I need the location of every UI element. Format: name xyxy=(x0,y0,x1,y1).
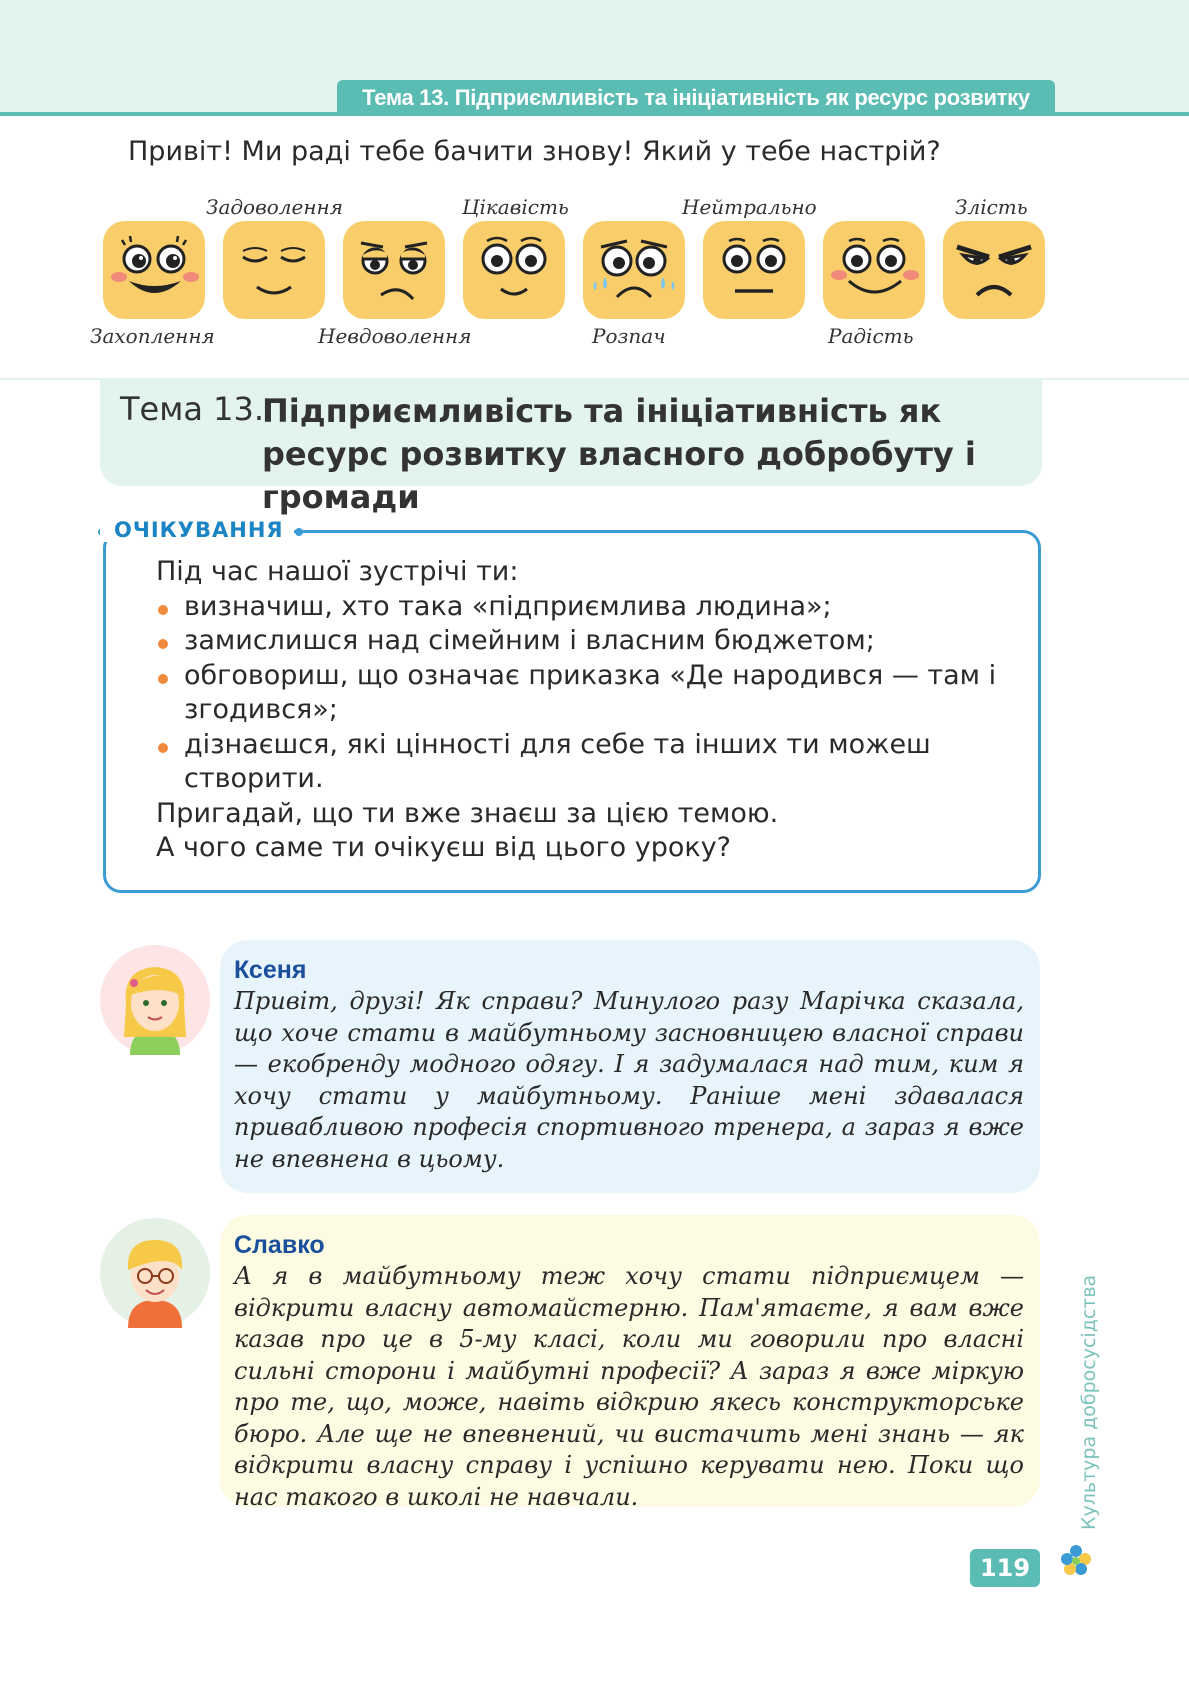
expectation-item: обговориш, що означає приказка «Де народився — там і згодився»; xyxy=(156,659,1026,728)
ksenia-speech-bubble xyxy=(220,940,1040,1193)
slavko-avatar xyxy=(100,1218,210,1328)
page-number: 119 xyxy=(970,1549,1040,1587)
curiosity-face-icon xyxy=(463,221,565,319)
speaker-name: Славко xyxy=(234,1231,325,1259)
emotion-label-delight: Захоплення xyxy=(90,324,215,348)
expectation-item: замислишся над сімейним і власним бюджетом; xyxy=(156,624,1026,659)
discontent-face-icon xyxy=(343,221,445,319)
speech-text: Привіт, друзі! Як справи? Минулого разу Марічка сказала, що хоче стати в майбутньому засновницею власної справи — екобренду модного одягу. І я задумалася над тим, ким я хочу стати у майбутньому. Раніше мені здавалася привабливою професія спортивного тренера, а зараз я вже не впевнена в цьому. xyxy=(234,987,1024,1173)
despair-face-icon xyxy=(583,221,685,319)
speech-text: А я в майбутньому теж хочу стати підприємцем — відкрити власну автомайстерню. Пам'ятаєте, я вам вже казав про це в 5-му класі, коли ми говорили про власні сильні сторони і майбутні професії? А зараз я вже міркую про те, що, може, навіть відкрию якесь конструкторське бюро. Але ще не впевнений, чи вистачить мені знань — як відкрити власну справу і успішно керувати нею. Поки що нас такого в школі не навчали. xyxy=(234,1262,1024,1511)
expectations-heading: ОЧІКУВАННЯ xyxy=(100,518,294,542)
expectations-outro: Пригадай, що ти вже знаєш за цією темою. xyxy=(156,797,779,829)
top-band xyxy=(0,0,1189,380)
expectation-item: дізнаєшся, які цінності для себе та інших ти можеш створити. xyxy=(156,728,1026,797)
expectations-intro: Під час нашої зустрічі ти: xyxy=(156,556,519,587)
emotion-label-joy: Радість xyxy=(828,324,914,348)
neutral-face-icon xyxy=(703,221,805,319)
ksenia-avatar xyxy=(100,945,210,1055)
expectations-content xyxy=(156,555,1026,866)
greeting-text: Привіт! Ми раді тебе бачити знову! Який у тебе настрій? xyxy=(128,136,941,167)
flower-icon xyxy=(1058,1542,1094,1578)
emotion-label-curiosity: Цікавість xyxy=(462,195,569,219)
emotion-label-satisfaction: Задоволення xyxy=(206,195,343,219)
joy-face-icon xyxy=(823,221,925,319)
slavko-speech-bubble xyxy=(220,1215,1040,1511)
expectations-list xyxy=(156,590,1026,797)
topic-number: Тема 13. xyxy=(120,390,265,428)
heading-dot-right xyxy=(295,528,303,536)
anger-face-icon xyxy=(943,221,1045,319)
expectations-question: А чого саме ти очікуєш від цього уроку? xyxy=(156,832,732,863)
expectation-item: визначиш, хто така «підприємлива людина»; xyxy=(156,590,1026,625)
speaker-name: Ксеня xyxy=(234,956,307,984)
emotion-label-neutral: Нейтрально xyxy=(682,195,817,219)
section-side-label: Культура добросусідства xyxy=(1078,1274,1100,1530)
delight-face-icon xyxy=(103,221,205,319)
running-head: Тема 13. Підприємливість та ініціативність як ресурс розвитку xyxy=(337,80,1055,116)
emotion-label-anger: Злість xyxy=(955,195,1028,219)
satisfaction-face-icon xyxy=(223,221,325,319)
emotion-label-despair: Розпач xyxy=(592,324,666,348)
topic-title: Підприємливість та ініціативність як ресурс розвитку власного добробуту і громади xyxy=(262,392,976,516)
emotion-label-discontent: Невдоволення xyxy=(318,324,472,348)
